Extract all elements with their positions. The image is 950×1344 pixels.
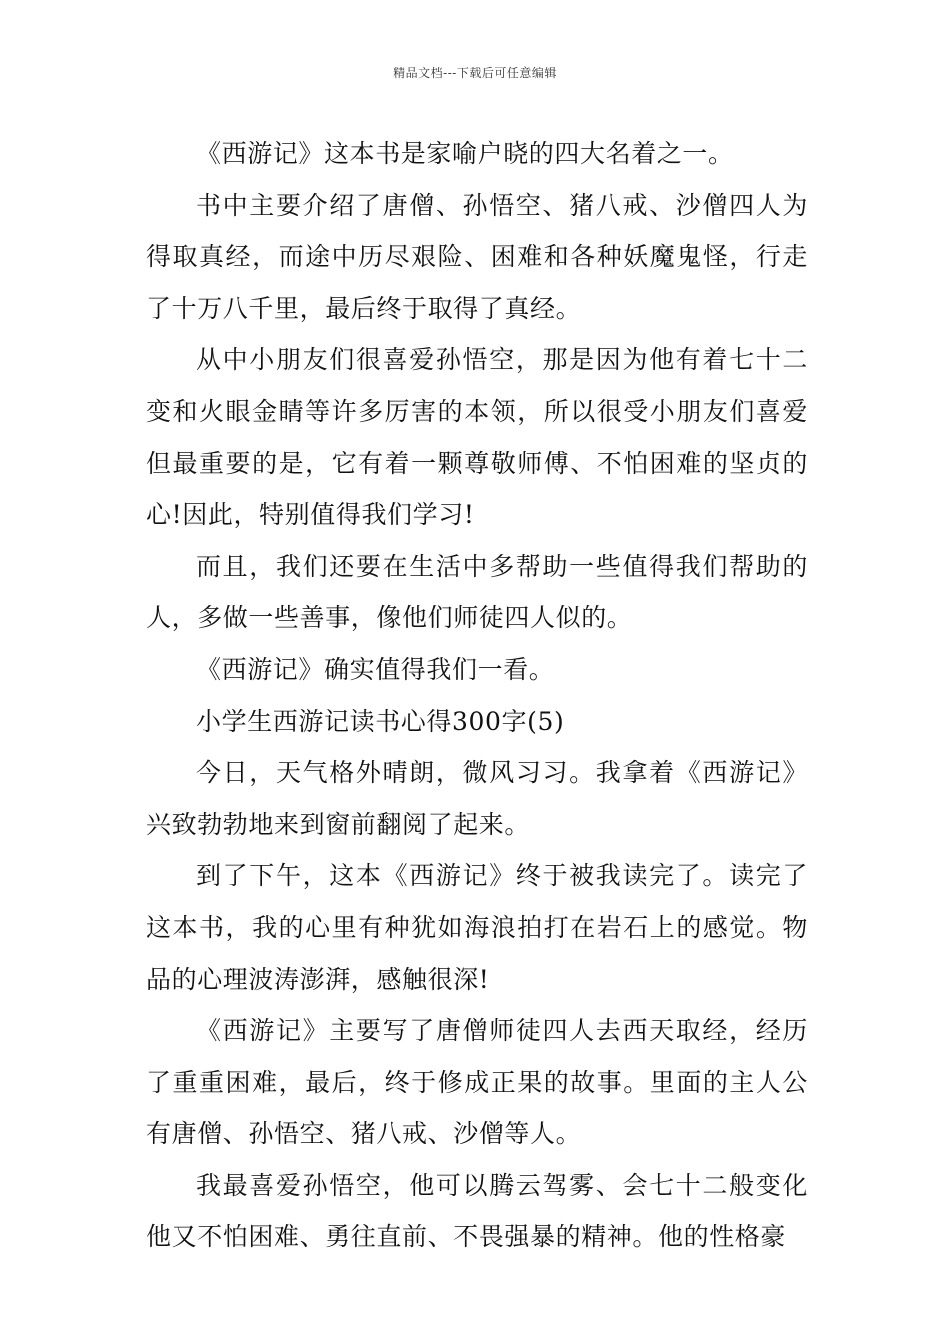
paragraph-9: 我最喜爱孙悟空，他可以腾云驾雾、会七十二般变化他又不怕困难、勇往直前、不畏强暴的精神。他的性格豪 [146, 1170, 808, 1252]
paragraph-3: 从中小朋友们很喜爱孙悟空，那是因为他有着七十二变和火眼金睛等许多厉害的本领，所以很受小朋友们喜爱但最重要的是，它有着一颗尊敬师傅、不怕困难的坚贞的心!因此，特别值得我们学习! [146, 345, 808, 530]
paragraph-2: 书中主要介绍了唐僧、孙悟空、猪八戒、沙僧四人为得取真经，而途中历尽艰险、困难和各种妖魔鬼怪，行走了十万八千里，最后终于取得了真经。 [146, 190, 808, 323]
paragraph-4: 而且，我们还要在生活中多帮助一些值得我们帮助的人，多做一些善事，像他们师徒四人似的。 [146, 551, 808, 633]
paragraph-1: 《西游记》这本书是家喻户晓的四大名着之一。 [196, 139, 734, 168]
section-heading: 小学生西游记读书心得300字(5) [196, 706, 565, 736]
document-body [146, 128, 808, 1263]
paragraph-5: 《西游记》确实值得我们一看。 [196, 654, 555, 684]
page-header: 精品文档---下载后可任意编辑 [393, 66, 557, 80]
paragraph-7: 到了下午，这本《西游记》终于被我读完了。读完了这本书，我的心里有种犹如海浪拍打在岩石上的感觉。物品的心理波涛澎湃，感触很深! [146, 861, 808, 994]
paragraph-8: 《西游记》主要写了唐僧师徒四人去西天取经，经历了重重困难，最后，终于修成正果的故事。里面的主人公有唐僧、孙悟空、猪八戒、沙僧等人。 [146, 1016, 808, 1149]
paragraph-6: 今日，天气格外晴朗，微风习习。我拿着《西游记》兴致勃勃地来到窗前翻阅了起来。 [146, 758, 808, 839]
